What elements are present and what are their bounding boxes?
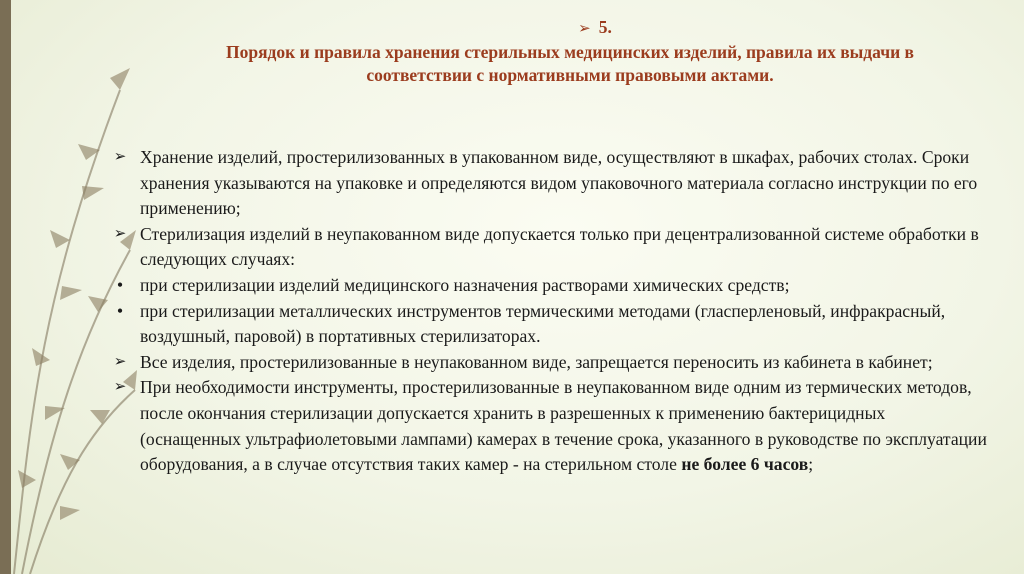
list-item [108, 273, 988, 299]
dot-bullet-icon: • [116, 274, 124, 295]
content-list [108, 145, 988, 478]
list-item-text: при стерилизации металлических инструментов термическими методами (гласперленовый, инфракрасный, воздушный, паровой) в портативных стерилизаторах. [140, 300, 946, 347]
title-line-1: Порядок и правила хранения стерильных медицинских изделий, правила их выдачи в [225, 42, 914, 62]
title-line-2: соответствии с нормативными правовыми актами. [366, 65, 774, 85]
list-item-text: Стерилизация изделий в неупакованном виде допускается только при децентрализованной системе обработки в следующих случаях: [140, 223, 979, 270]
list-item [108, 299, 988, 350]
list-item [108, 375, 988, 477]
list-item-text: При необходимости инструменты, простерилизованные в неупакованном виде одним из термических методов, после окончания стерилизации допускается хранить в разрешенных к применению бактерицидных (оснащенных ультрафиолетовыми лампами) камерах в течение срока, указанного в руководстве по эксплуатации оборудования, а в случае отсутствия таких камер - на стерильном столе [140, 377, 987, 475]
list-item [108, 350, 988, 376]
list-item-emphasis: не более 6 часов [681, 454, 809, 475]
list-item-text: Все изделия, простерилизованные в неупакованном виде, запрещается переносить из кабинета в кабинет; [140, 351, 933, 372]
list-item-text: Хранение изделий, простерилизованных в упакованном виде, осуществляют в шкафах, рабочих столах. Сроки хранения указываются на упаковке и определяются видом упаковочного материала согласно инструкции по его применению; [140, 147, 978, 219]
list-item-tail: ; [808, 454, 814, 475]
title-number-line [140, 16, 1000, 41]
chevron-bullet-icon: ➢ [113, 353, 127, 370]
chevron-bullet-icon: ➢ [113, 149, 127, 165]
chevron-bullet-icon: ➢ [113, 225, 127, 242]
list-item [108, 222, 988, 273]
slide-title [140, 16, 1000, 87]
dot-bullet-icon: • [116, 300, 124, 321]
list-item-text: при стерилизации изделий медицинского назначения растворами химических средств; [140, 274, 790, 295]
list-item [108, 145, 988, 222]
title-number: 5. [598, 17, 612, 37]
title-arrow-icon: ➢ [578, 21, 591, 37]
chevron-bullet-icon: ➢ [113, 379, 127, 396]
